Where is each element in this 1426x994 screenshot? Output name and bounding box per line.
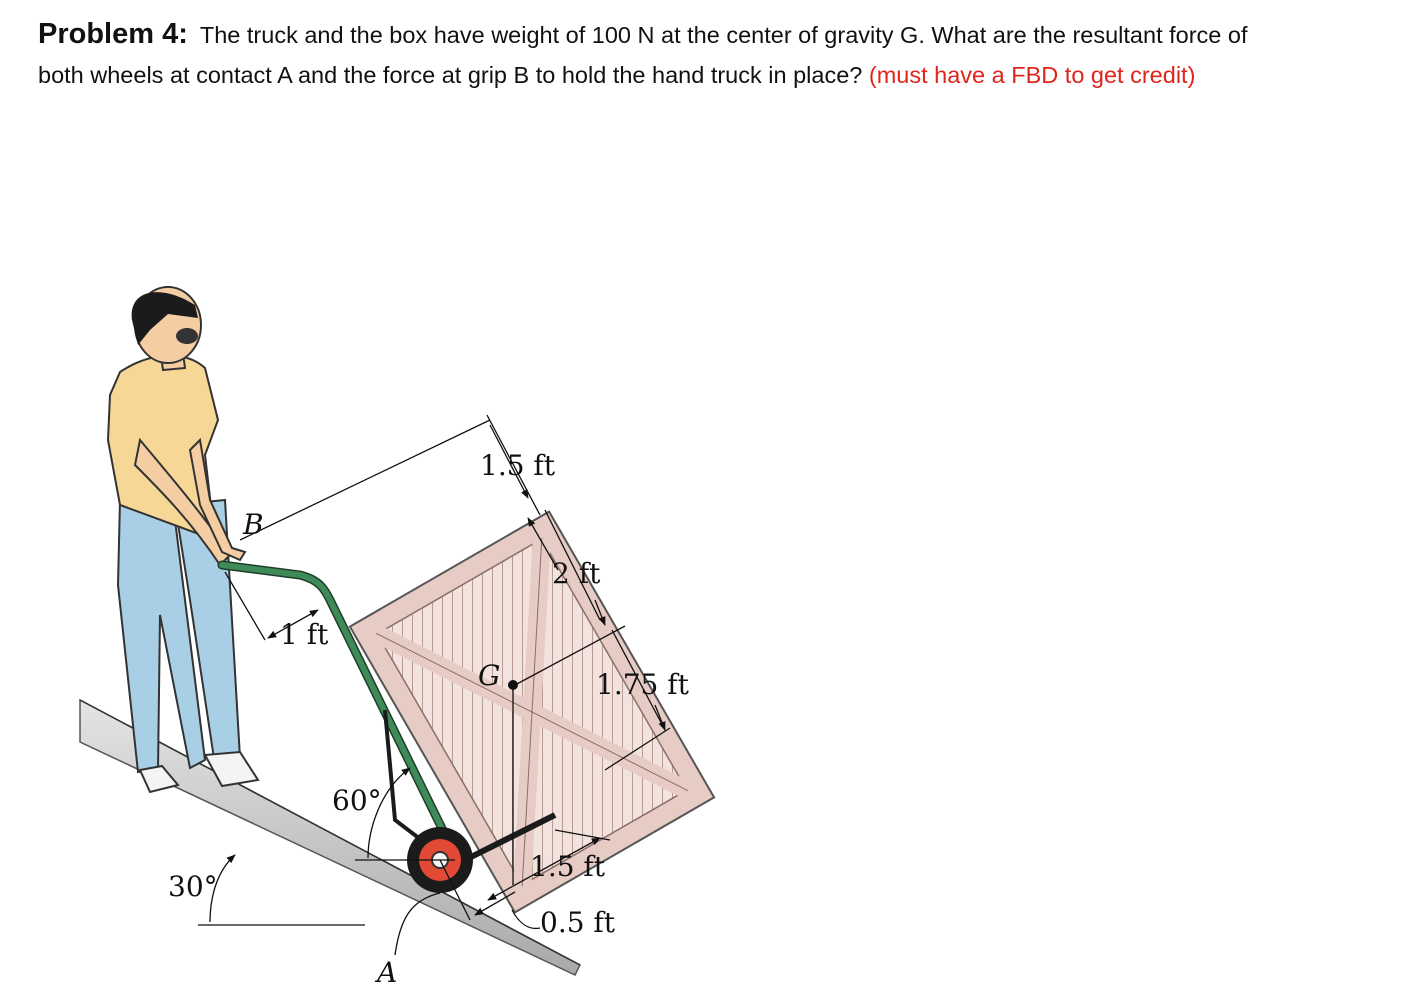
problem-body: The truck and the box have weight of 100 N at the center of gravity G. What are the resultant force of both wheels at contact A and the force at grip B to hold the hand truck in place? — [38, 22, 1248, 88]
dim-box-upper: 2 ft — [552, 557, 601, 590]
label-contact-a: A — [377, 956, 398, 989]
label-grip-b: B — [243, 508, 264, 541]
dim-axle-to-g: 1.5 ft — [530, 850, 606, 883]
dim-box-width: 1.5 ft — [480, 449, 556, 482]
angle-incline-30: 30° — [168, 870, 218, 903]
person — [108, 287, 258, 792]
angle-handle-60: 60° — [332, 784, 382, 817]
dim-axle-offset: 0.5 ft — [540, 906, 616, 939]
credit-note: (must have a FBD to get credit) — [868, 62, 1196, 88]
dim-handle-offset: 1 ft — [280, 618, 329, 651]
problem-label: Problem 4: — [38, 18, 188, 50]
sunglasses — [176, 328, 198, 344]
label-center-g: G — [478, 659, 501, 692]
dim-box-lower: 1.75 ft — [596, 668, 689, 701]
